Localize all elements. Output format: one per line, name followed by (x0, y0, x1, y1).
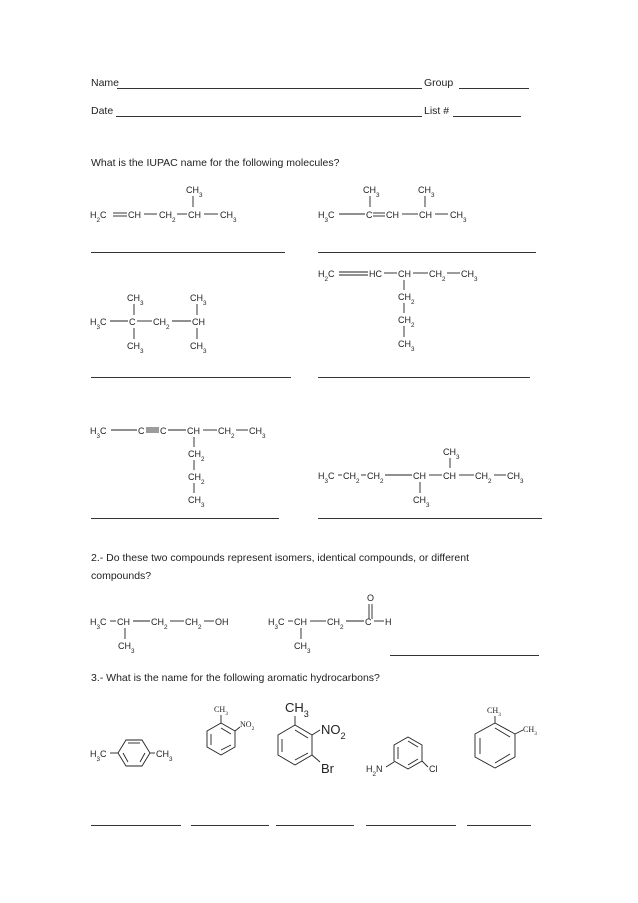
mol5-atom-1: $H_3C$ (90, 426, 107, 440)
aromatic-5 (468, 700, 548, 780)
aromatic-5-label-2: $CH_3$ (523, 725, 537, 737)
mol6-sub-2: $CH_3$ (413, 495, 430, 509)
mol5-atom-6: $CH_3$ (249, 426, 266, 440)
mol3-atom-4: $CH_2$ (429, 269, 446, 283)
mol6-atom-1: $H_3C$ (318, 471, 335, 485)
answer-line-aromatic-1[interactable] (91, 825, 181, 826)
aromatic-2-label-2: $NO_2$ (240, 720, 255, 732)
answer-line-q2[interactable] (390, 655, 539, 656)
aromatic-1-label-2: $CH_3$ (156, 749, 173, 763)
mol3-sub-2: $CH_2$ (398, 315, 415, 329)
q2-prompt: 2.- Do these two compounds represent isomers, identical compounds, or different (91, 552, 469, 564)
compound-b-sub-2: O (367, 593, 375, 603)
answer-line-3[interactable] (318, 377, 530, 378)
mol3-atom-1: $H_2C$ (318, 269, 335, 283)
compound-b-atom-5: H (385, 617, 392, 627)
compound-a-atom-2: CH (117, 617, 130, 627)
aromatic-4-label-1: $H_2N$ (366, 764, 383, 778)
aromatic-3-label-3: Br (321, 761, 334, 776)
compound-b-atom-2: CH (294, 617, 307, 627)
answer-line-aromatic-2[interactable] (191, 825, 269, 826)
date-field[interactable] (116, 116, 422, 117)
mol2-atom-4: CH (419, 210, 432, 220)
mol1-atom-4: CH (188, 210, 201, 220)
mol4-atom-4: CH (192, 317, 205, 327)
compound-b-atom-3: $CH_2$ (327, 617, 344, 631)
name-label: Name (91, 77, 120, 89)
mol1-atom-2: CH (128, 210, 141, 220)
aromatic-5-label-1: $CH_3$ (487, 706, 501, 718)
mol4-sub-1: $CH_3$ (127, 293, 144, 307)
answer-line-6[interactable] (318, 518, 542, 519)
compound-a (90, 614, 250, 654)
compound-a-atom-4: $CH_2$ (185, 617, 202, 631)
mol5-atom-3: C (160, 426, 167, 436)
q1-prompt: What is the IUPAC name for the following molecules? (91, 157, 340, 169)
molecule-2 (318, 182, 518, 232)
mol6-atom-7: $CH_3$ (507, 471, 524, 485)
answer-line-1[interactable] (91, 252, 285, 253)
molecule-6 (318, 444, 538, 509)
mol2-sub-2: $CH_3$ (418, 185, 435, 199)
mol5-atom-4: CH (187, 426, 200, 436)
mol3-sub-1: $CH_2$ (398, 292, 415, 306)
compound-b-sub-1: $CH_3$ (294, 641, 311, 655)
mol3-atom-5: $CH_3$ (461, 269, 478, 283)
mol3-atom-2: HC (369, 269, 382, 279)
mol6-atom-3: $CH_2$ (367, 471, 384, 485)
compound-b-atom-4: C (365, 617, 372, 627)
aromatic-3-label-2: $NO_2$ (321, 722, 346, 741)
mol2-atom-1: $H_3C$ (318, 210, 335, 224)
mol5-sub-3: $CH_3$ (188, 495, 205, 509)
mol6-atom-2: $CH_2$ (343, 471, 360, 485)
mol6-sub-1: $CH_3$ (443, 447, 460, 461)
aromatic-2 (200, 702, 270, 762)
mol5-sub-2: $CH_2$ (188, 472, 205, 486)
mol5-atom-5: $CH_2$ (218, 426, 235, 440)
mol6-atom-4: CH (413, 471, 426, 481)
mol4-sub-4: $CH_3$ (190, 341, 207, 355)
aromatic-3 (268, 696, 358, 786)
mol2-atom-5: $CH_3$ (450, 210, 467, 224)
answer-line-aromatic-3[interactable] (276, 825, 354, 826)
mol4-atom-3: $CH_2$ (153, 317, 170, 331)
mol6-atom-5: CH (443, 471, 456, 481)
aromatic-1-label-1: $H_3C$ (90, 749, 107, 763)
answer-line-4[interactable] (91, 377, 291, 378)
mol3-atom-3: CH (398, 269, 411, 279)
answer-line-aromatic-5[interactable] (467, 825, 531, 826)
mol5-atom-2: C (138, 426, 145, 436)
mol4-sub-3: $CH_3$ (127, 341, 144, 355)
compound-a-atom-3: $CH_2$ (151, 617, 168, 631)
mol6-atom-6: $CH_2$ (475, 471, 492, 485)
mol2-atom-2: C (366, 210, 373, 220)
molecule-4 (90, 290, 230, 355)
aromatic-2-label-1: $CH_3$ (214, 705, 228, 717)
mol5-sub-1: $CH_2$ (188, 449, 205, 463)
mol4-atom-2: C (129, 317, 136, 327)
q2-prompt-continued: compounds? (91, 570, 152, 582)
mol1-atom-1: $H_2C$ (90, 210, 107, 224)
aromatic-3-label-1: $CH_3$ (285, 700, 309, 719)
list-label: List # (424, 105, 450, 117)
mol2-atom-3: CH (386, 210, 399, 220)
aromatic-4-label-2: Cl (429, 764, 438, 774)
name-field[interactable] (117, 88, 422, 89)
mol1-atom-5: $CH_3$ (220, 210, 237, 224)
answer-line-5[interactable] (91, 518, 279, 519)
compound-a-atom-1: $H_3C$ (90, 617, 107, 631)
compound-b (268, 592, 408, 654)
list-number-field[interactable] (453, 116, 521, 117)
molecule-5 (90, 423, 280, 508)
mol4-sub-2: $CH_3$ (190, 293, 207, 307)
compound-b-atom-1: $H_3C$ (268, 617, 285, 631)
molecule-3 (318, 266, 518, 356)
mol1-atom-3: $CH_2$ (159, 210, 176, 224)
compound-a-atom-5: OH (215, 617, 229, 627)
mol2-sub-1: $CH_3$ (363, 185, 380, 199)
q3-prompt: 3.- What is the name for the following aromatic hydrocarbons? (91, 672, 380, 684)
compound-a-sub-1: $CH_3$ (118, 641, 135, 655)
mol1-sub-1: $CH_3$ (186, 185, 203, 199)
mol4-atom-1: $H_3C$ (90, 317, 107, 331)
aromatic-4 (366, 732, 456, 777)
group-label: Group (424, 77, 454, 89)
mol3-sub-3: $CH_3$ (398, 339, 415, 353)
group-field[interactable] (459, 88, 529, 89)
aromatic-1 (90, 734, 190, 774)
molecule-1 (90, 182, 290, 232)
answer-line-aromatic-4[interactable] (366, 825, 456, 826)
answer-line-2[interactable] (318, 252, 536, 253)
date-label: Date (91, 105, 114, 117)
